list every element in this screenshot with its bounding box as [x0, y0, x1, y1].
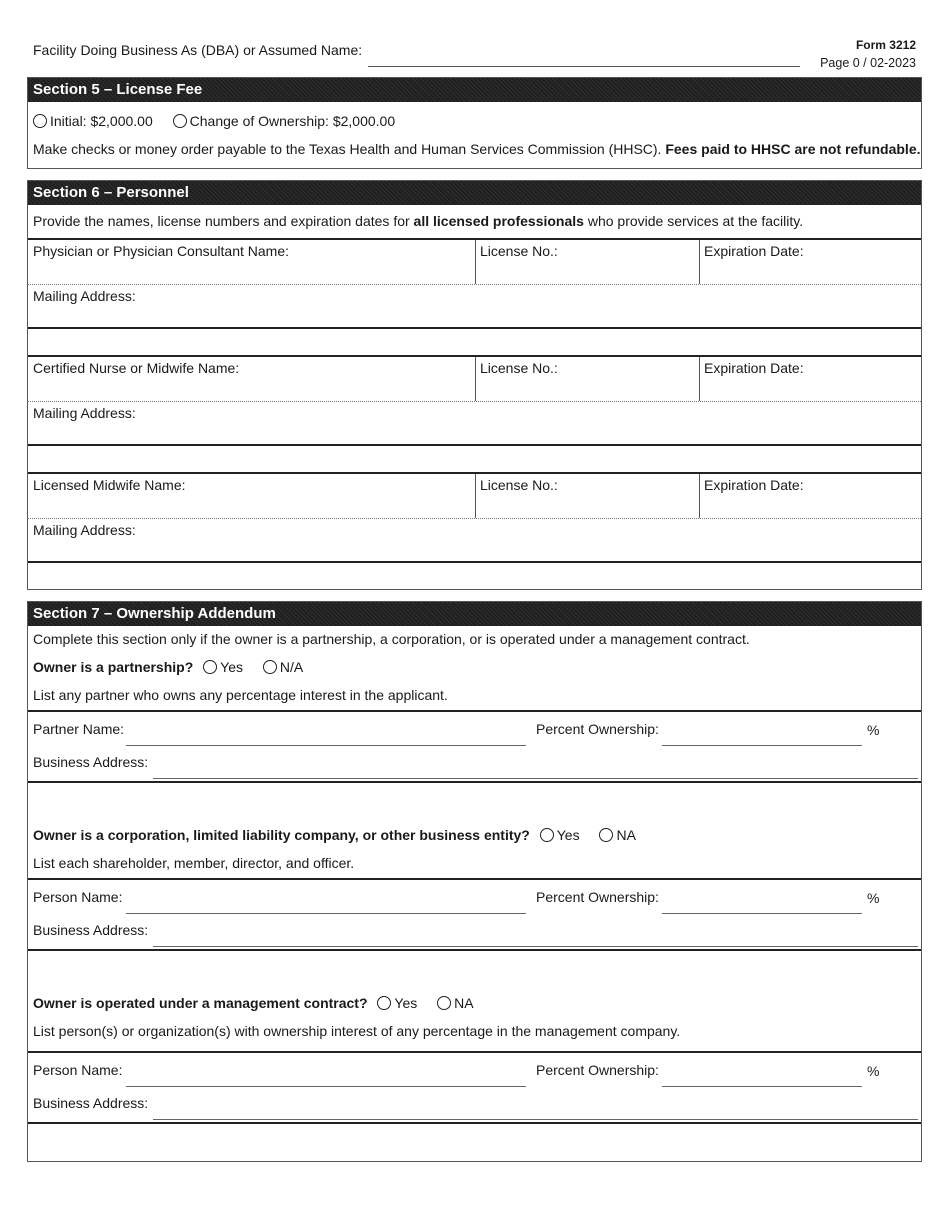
section-6-personnel: [27, 180, 922, 590]
mailing-address-label: Mailing Address:: [33, 288, 136, 304]
corp-address-label: Business Address:: [33, 922, 149, 938]
management-question: Owner is operated under a management contract?: [33, 995, 368, 1011]
corp-person-name-input[interactable]: [126, 913, 526, 914]
section-7-ownership-addendum: [27, 601, 922, 1162]
initial-fee-radio[interactable]: [33, 114, 47, 128]
midwife-name-label: Licensed Midwife Name:: [33, 477, 186, 493]
fee-note-bold: Fees paid to HHSC are not refundable.: [665, 141, 921, 157]
partner-address-input[interactable]: [153, 778, 918, 779]
corporation-question: Owner is a corporation, limited liability company, or other business entity?: [33, 827, 530, 843]
corporation-yes-radio[interactable]: [540, 828, 554, 842]
management-person-block: [28, 1051, 921, 1124]
dba-input-line[interactable]: [368, 66, 800, 67]
corporation-na-label: NA: [616, 827, 636, 843]
nurse-license-field[interactable]: [475, 357, 699, 379]
partner-name-input[interactable]: [126, 745, 526, 746]
mgmt-address-label: Business Address:: [33, 1095, 149, 1111]
mgmt-percent-sign: %: [867, 1063, 880, 1079]
corp-percent-input[interactable]: [662, 913, 862, 914]
management-na-radio[interactable]: [437, 996, 451, 1010]
section-6-title: Section 6 – Personnel: [28, 181, 921, 205]
section-5-title: Section 5 – License Fee: [28, 78, 921, 102]
midwife-address-field[interactable]: [28, 519, 921, 541]
change-ownership-fee-radio[interactable]: [173, 114, 187, 128]
mgmt-address-input[interactable]: [153, 1119, 918, 1120]
corp-person-name-label: Person Name:: [33, 889, 123, 905]
mailing-address-label: Mailing Address:: [33, 522, 136, 538]
management-yes-radio[interactable]: [377, 996, 391, 1010]
personnel-intro-bold: all licensed professionals: [413, 213, 584, 229]
license-label: License No.:: [480, 477, 558, 493]
management-na-label: NA: [454, 995, 474, 1011]
licensed-midwife-block: [28, 472, 921, 563]
corporation-person-block: [28, 878, 921, 951]
management-yes-label: Yes: [394, 995, 418, 1011]
fee-note: Make checks or money order payable to the Texas Health and Human Services Commission (HHSC).: [33, 141, 662, 157]
section-5-license-fee: [27, 77, 922, 169]
corporation-yes-label: Yes: [556, 827, 580, 843]
partner-address-label: Business Address:: [33, 754, 149, 770]
ownership-intro: Complete this section only if the owner is a partnership, a corporation, or is operated under a management contract.: [33, 631, 750, 647]
partner-percent-sign: %: [867, 722, 880, 738]
expiration-label: Expiration Date:: [704, 360, 804, 376]
license-label: License No.:: [480, 360, 558, 376]
partnership-instruction: List any partner who owns any percentage interest in the applicant.: [33, 687, 448, 703]
nurse-name-label: Certified Nurse or Midwife Name:: [33, 360, 240, 376]
license-label: License No.:: [480, 243, 558, 259]
partner-percent-label: Percent Ownership:: [536, 721, 659, 737]
partnership-na-label: N/A: [279, 659, 304, 675]
midwife-expiration-field[interactable]: [699, 474, 921, 496]
page-info: Page 0 / 02-2023: [820, 56, 916, 70]
mgmt-percent-label: Percent Ownership:: [536, 1062, 659, 1078]
nurse-midwife-block: [28, 355, 921, 446]
physician-address-field[interactable]: [28, 285, 921, 307]
partner-name-label: Partner Name:: [33, 721, 125, 737]
form-number: Form 3212: [855, 38, 916, 52]
physician-name-field[interactable]: [28, 240, 475, 262]
nurse-address-field[interactable]: [28, 402, 921, 424]
partner-block: [28, 710, 921, 783]
physician-name-label: Physician or Physician Consultant Name:: [33, 243, 290, 259]
partnership-question: Owner is a partnership?: [33, 659, 194, 675]
personnel-intro: Provide the names, license numbers and expiration dates for: [33, 213, 410, 229]
midwife-license-field[interactable]: [475, 474, 699, 496]
partnership-na-radio[interactable]: [263, 660, 277, 674]
physician-license-field[interactable]: [475, 240, 699, 262]
section-7-title: Section 7 – Ownership Addendum: [28, 602, 921, 626]
corporation-na-radio[interactable]: [599, 828, 613, 842]
change-ownership-fee-label: Change of Ownership: $2,000.00: [189, 113, 396, 129]
midwife-name-field[interactable]: [28, 474, 475, 496]
corp-address-input[interactable]: [153, 946, 918, 947]
mgmt-percent-input[interactable]: [662, 1086, 862, 1087]
partner-percent-input[interactable]: [662, 745, 862, 746]
corporation-instruction: List each shareholder, member, director, and officer.: [33, 855, 355, 871]
physician-expiration-field[interactable]: [699, 240, 921, 262]
dba-label: Facility Doing Business As (DBA) or Assumed Name:: [33, 42, 363, 58]
management-instruction: List person(s) or organization(s) with ownership interest of any percentage in the management company.: [33, 1023, 681, 1039]
corp-percent-label: Percent Ownership:: [536, 889, 659, 905]
partnership-yes-label: Yes: [220, 659, 243, 675]
nurse-expiration-field[interactable]: [699, 357, 921, 379]
expiration-label: Expiration Date:: [704, 477, 804, 493]
physician-block: [28, 238, 921, 329]
mgmt-person-name-label: Person Name:: [33, 1062, 123, 1078]
partnership-yes-radio[interactable]: [203, 660, 217, 674]
mgmt-person-name-input[interactable]: [126, 1086, 526, 1087]
nurse-name-field[interactable]: [28, 357, 475, 379]
corp-percent-sign: %: [867, 890, 880, 906]
expiration-label: Expiration Date:: [704, 243, 804, 259]
initial-fee-label: Initial: $2,000.00: [50, 113, 153, 129]
mailing-address-label: Mailing Address:: [33, 405, 136, 421]
personnel-intro-suffix: who provide services at the facility.: [587, 213, 804, 229]
